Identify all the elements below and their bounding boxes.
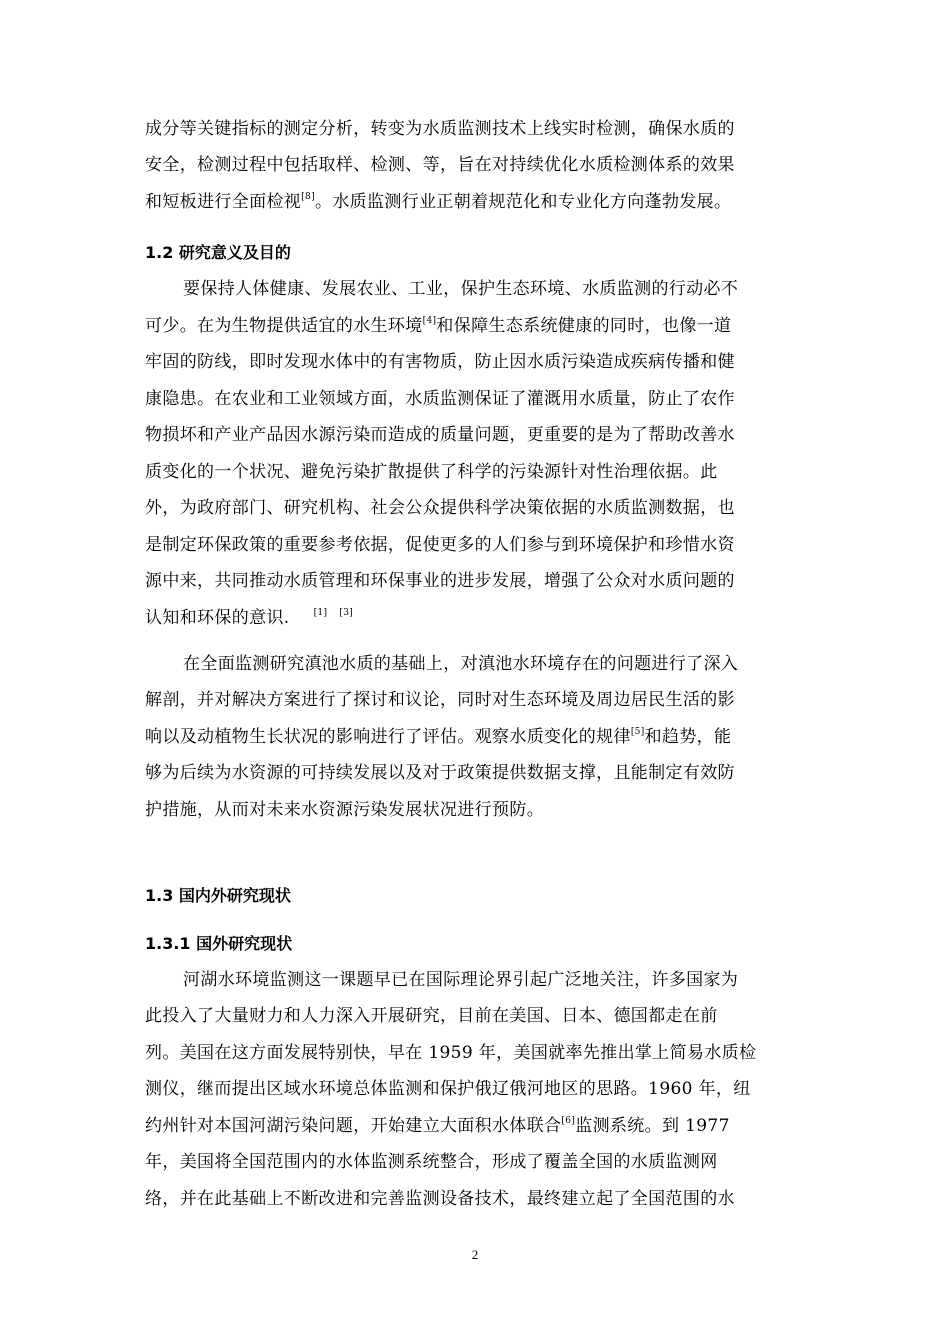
paragraph-line: 列。美国在这方面发展特别快，早在 1959 年，美国就率先推出掌上简易水质检 xyxy=(145,1043,757,1063)
paragraph-line: 安全，检测过程中包括取样、检测、等，旨在对持续优化水质检测体系的效果 xyxy=(145,155,735,175)
paragraph-line: 和短板进行全面检视[8]。水质监测行业正朝着规范化和专业化方向蓬勃发展。 xyxy=(145,192,732,212)
citation-4: [4] xyxy=(422,316,437,326)
paragraph-line: 解剖，并对解决方案进行了探讨和议论，同时对生态环境及周边居民生活的影 xyxy=(145,690,735,710)
citation-8: [8] xyxy=(301,192,315,202)
paragraph-line: 源中来，共同推动水质管理和环保事业的进步发展，增强了公众对水质问题的 xyxy=(145,571,735,591)
subsection-heading-1-3-1: 1.3.1 国外研究现状 xyxy=(145,934,293,953)
paragraph-line: 质变化的一个状况、避免污染扩散提供了科学的污染源针对性治理依据。此 xyxy=(145,462,718,482)
paragraph-line: 成分等关键指标的测定分析，转变为水质监测技术上线实时检测，确保水质的 xyxy=(145,119,735,139)
citation-3: [3] xyxy=(339,608,354,618)
paragraph-line: 络，并在此基础上不断改进和完善监测设备技术，最终建立起了全国范围的水 xyxy=(145,1189,735,1209)
paragraph-line: 外，为政府部门、研究机构、社会公众提供科学决策依据的水质监测数据，也 xyxy=(145,498,735,518)
paragraph-line: 此投入了大量财力和人力深入开展研究，目前在美国、日本、德国都走在前 xyxy=(145,1006,718,1026)
paragraph-line: 约州针对本国河湖污染问题，开始建立大面积水体联合[6]监测系统。到 1977 xyxy=(145,1116,730,1136)
paragraph-line: 在全面监测研究滇池水质的基础上，对滇池水环境存在的问题进行了深入 xyxy=(183,654,739,674)
paragraph-line: 年，美国将全国范围内的水体监测系统整合，形成了覆盖全国的水质监测网 xyxy=(145,1152,718,1172)
section-heading-1-2: 1.2 研究意义及目的 xyxy=(145,243,291,262)
page-number: 2 xyxy=(471,1247,479,1262)
paragraph-line: 河湖水环境监测这一课题早已在国际理论界引起广泛地关注，许多国家为 xyxy=(183,970,739,990)
paragraph-line: 响以及动植物生长状况的影响进行了评估。观察水质变化的规律[5]和趋势，能 xyxy=(145,727,732,747)
paragraph-line: 认知和环保的意识. [1] [3] xyxy=(145,608,354,628)
paragraph-line: 护措施，从而对未来水资源污染发展状况进行预防。 xyxy=(145,800,545,820)
citation-5: [5] xyxy=(630,727,645,737)
paragraph-line: 牢固的防线，即时发现水体中的有害物质，防止因水质污染造成疾病传播和健 xyxy=(145,352,735,372)
paragraph-line: 要保持人体健康、发展农业、工业，保护生态环境、水质监测的行动必不 xyxy=(183,279,739,299)
paragraph-line: 够为后续为水资源的可持续发展以及对于政策提供数据支撑，且能制定有效防 xyxy=(145,763,735,783)
citation-6: [6] xyxy=(561,1116,576,1126)
paragraph-line: 康隐患。在农业和工业领域方面，水质监测保证了灌溉用水质量，防止了农作 xyxy=(145,389,735,409)
citation-1: [1] xyxy=(313,608,328,618)
paragraph-line: 是制定环保政策的重要参考依据，促使更多的人们参与到环境保护和珍惜水资 xyxy=(145,535,735,555)
paragraph-line: 可少。在为生物提供适宜的水生环境[4]和保障生态系统健康的同时，也像一道 xyxy=(145,316,732,336)
paragraph-line: 物损坏和产业产品因水源污染而造成的质量问题，更重要的是为了帮助改善水 xyxy=(145,425,735,445)
section-heading-1-3: 1.3 国内外研究现状 xyxy=(145,886,291,905)
paragraph-line: 测仪，继而提出区域水环境总体监测和保护俄辽俄河地区的思路。1960 年，纽 xyxy=(145,1079,751,1099)
